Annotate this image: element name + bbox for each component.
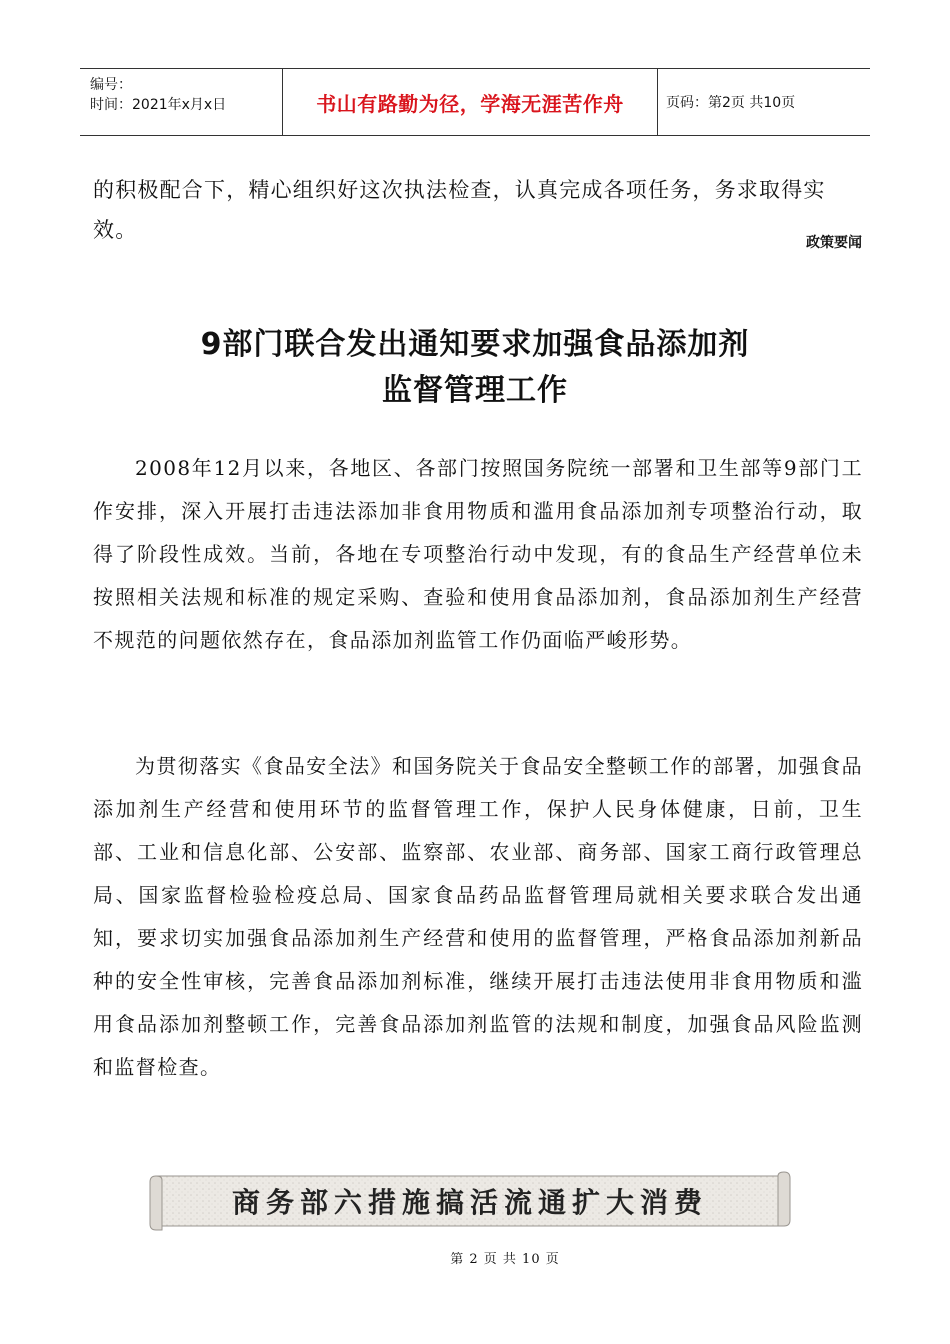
article-paragraph-2: 为贯彻落实《食品安全法》和国务院关于食品安全整顿工作的部署，加强食品添加剂生产经营和使用环节的监督管理工作，保护人民身体健康，日前，卫生部、工业和信息化部、公安部、监察部、农业部、商务部、国家工商行政管理总局、国家监督检验检疫总局、国家食品药品监督管理局就相关要求联合发出通知，要求切实加强食品添加剂生产经营和使用的监督管理，严格食品添加剂新品种的安全性审核，完善食品添加剂标准，继续开展打击违法使用非食用物质和滥用食品添加剂整顿工作，完善食品添加剂监管的法规和制度，加强食品风险监测和监督检查。 [93, 754, 863, 1079]
continuation-text: 的积极配合下，精心组织好这次执法检查，认真完成各项任务，务求取得实效。 [93, 178, 826, 242]
title-line-1: 9部门联合发出通知要求加强食品添加剂 [200, 327, 750, 362]
header-page-info: 页码：第2页 共10页 [666, 95, 796, 111]
number-label: 编号： [90, 77, 132, 93]
article-paragraph-1: 2008年12月以来，各地区、各部门按照国务院统一部署和卫生部等9部门工作安排，深入开展打击违法添加非食用物质和滥用食品添加剂专项整治行动，取得了阶段性成效。当前，各地在专项整治行动中发现，有的食品生产经营单位未按照相关法规和标准的规定采购、查验和使用食品添加剂，食品添加剂生产经营不规范的问题依然存在，食品添加剂监管工作仍面临严峻形势。 [93, 456, 863, 652]
banner-text: 商务部六措施搞活流通扩大消费 [231, 1186, 708, 1219]
header-motto: 书山有路勤为径，学海无涯苦作舟 [282, 69, 658, 135]
page-footer: 第 2 页 共 10 页 [450, 1252, 560, 1267]
title-line-2: 监督管理工作 [382, 373, 568, 408]
header-meta [80, 69, 282, 135]
scroll-banner [148, 1170, 792, 1232]
article-title [0, 322, 950, 414]
section-tag: 政策要闻 [806, 235, 862, 251]
time-label: 时间：2021年x月x日 [90, 97, 227, 113]
page-header [80, 68, 870, 136]
